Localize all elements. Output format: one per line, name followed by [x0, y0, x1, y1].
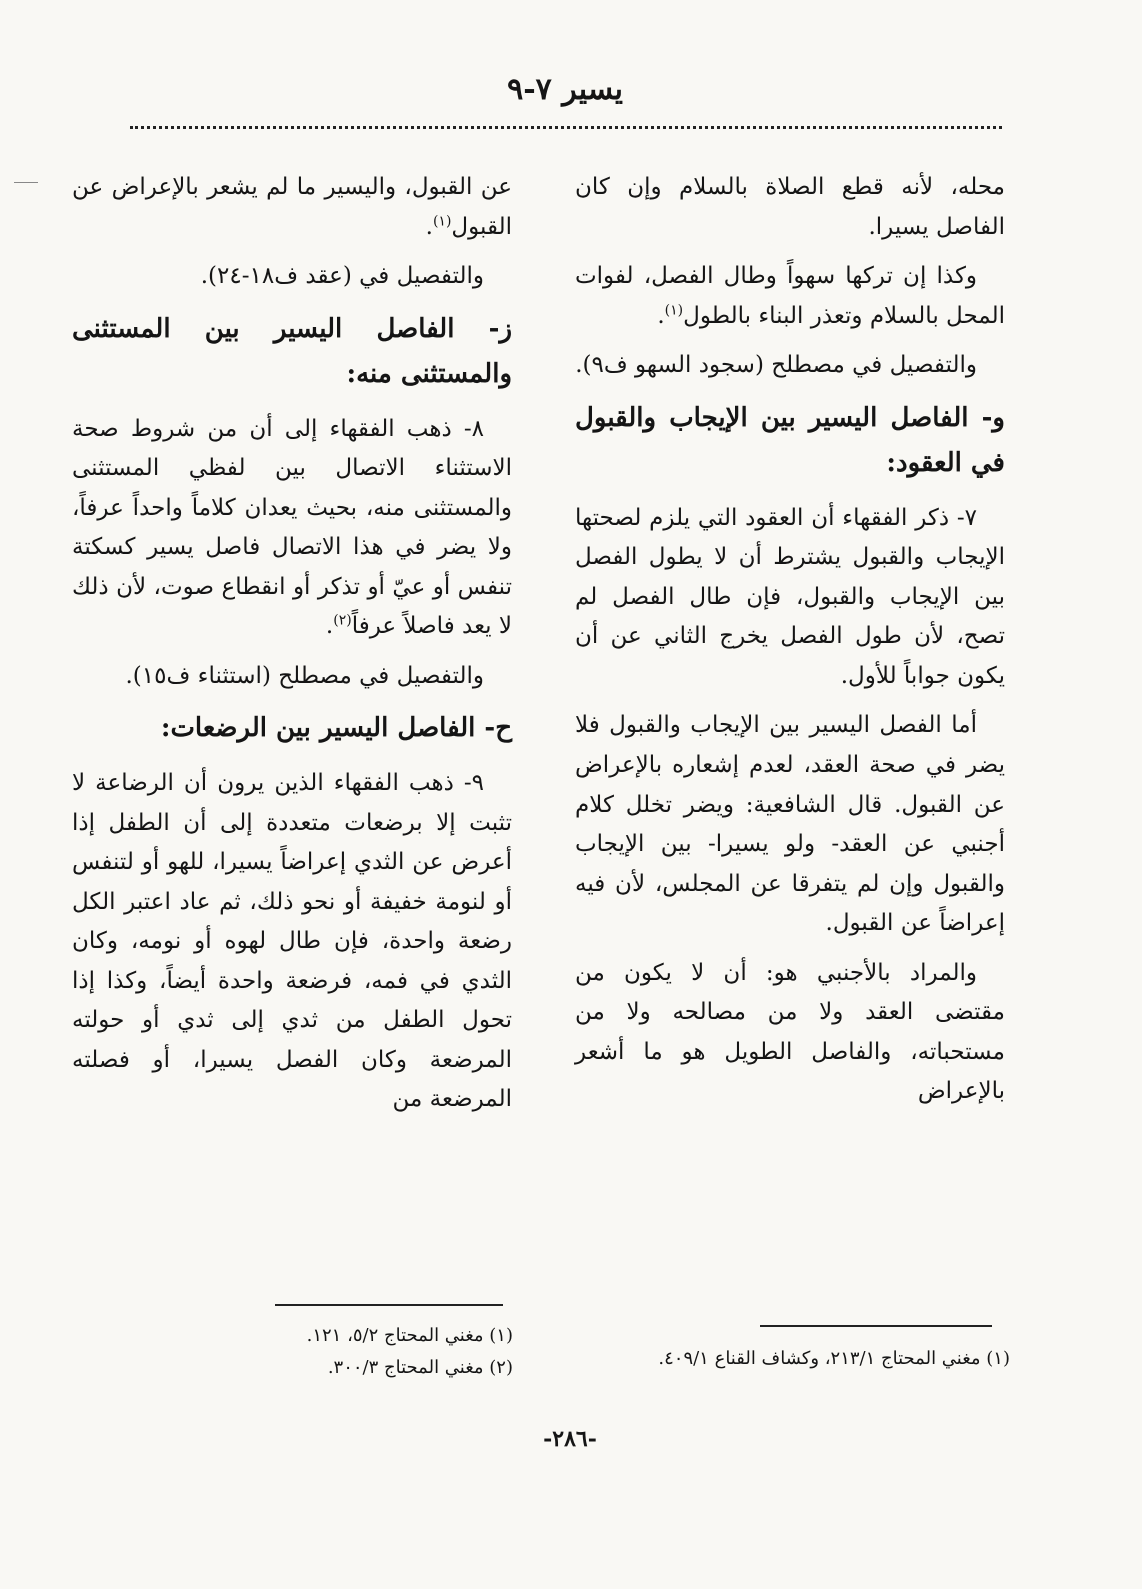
- footnote-ref-1: (١): [432, 212, 452, 229]
- footnote-item: (١) مغني المحتاج ٥/٢، ١٢١.: [306, 1325, 513, 1346]
- left-column: [72, 168, 512, 1130]
- left-paragraph-5: ٩- ذهب الفقهاء الذين يرون أن الرضاعة لا تثبت إلا برضعات متعددة إلى أن الطفل إذا أعرض عن الثدي إعراضاً يسيرا، للهو أو لتنفس أو لنومة خفيفة أو نحو ذلك، ثم عاد اعتبر الكل رضعة واحدة، فإن طال لهوه أو نومه، وكان الثدي في فمه، فرضعة واحدة أيضاً، وكذا إذا تحول الطفل من ثدي إلى ثدي أو حولته المرضعة وكان الفصل يسيرا، أو فصلته المرضعة من: [72, 769, 512, 1113]
- left-paragraph-1-text: عن القبول، واليسير ما لم يشعر بالإعراض عن القبول: [72, 174, 512, 240]
- footnotes-right: [560, 1343, 1010, 1375]
- footnote-ref-1: (١): [664, 301, 684, 318]
- footnotes-left: [120, 1320, 513, 1383]
- page-number: -٢٨٦-: [543, 1426, 597, 1452]
- right-paragraph-2-text: وكذا إن تركها سهواً وطال الفصل، لفوات المحل بالسلام وتعذر البناء بالطول: [575, 263, 1005, 329]
- left-paragraph-3: [72, 410, 512, 647]
- footnote-item: (٢) مغني المحتاج ٣٠٠/٣.: [327, 1356, 513, 1378]
- footnote-ref-2: (٢): [333, 612, 352, 629]
- left-paragraph-1: [72, 168, 512, 247]
- page-header-title: يسير ٧-٩: [507, 72, 623, 107]
- right-paragraph-2: [575, 257, 1005, 336]
- right-paragraph-1: محله، لأنه قطع الصلاة بالسلام وإن كان الفاصل يسيرا.: [575, 174, 1005, 240]
- right-column: [575, 168, 1005, 1122]
- right-paragraph-4: ٧- ذكر الفقهاء أن العقود التي يلزم لصحتها الإيجاب والقبول يشترط أن لا يطول الفصل بين الإيجاب والقبول، فإن طال الفصل لم تصح، لأن طول الفصل يخرج الثاني عن أن يكون جواباً للأول.: [575, 504, 1005, 689]
- section-heading-zay: ز- الفاصل اليسير بين المستثنى والمستثنى منه:: [72, 313, 512, 390]
- right-paragraph-6: والمراد بالأجنبي هو: أن لا يكون من مقتضى العقد ولا من مصالحه ولا من مستحباته، والفاصل الطويل هو ما أشعر بالإعراض: [575, 959, 1005, 1105]
- right-paragraph-5: أما الفصل اليسير بين الإيجاب والقبول فلا يضر في صحة العقد، لعدم إشعاره بالإعراض عن القبول. قال الشافعية: ويضر تخلل كلام أجنبي عن العقد- ولو يسيرا- بين الإيجاب والقبول وإن لم يتفرقا عن المجلس، لأن فيه إعراضاً عن القبول.: [575, 712, 1005, 937]
- left-paragraph-4: والتفصيل في مصطلح (استثناء ف١٥).: [125, 662, 484, 689]
- footnote-rule-left: [275, 1304, 503, 1306]
- right-paragraph-3: والتفصيل في مصطلح (سجود السهو ف٩).: [575, 352, 977, 379]
- left-paragraph-1-end: .: [425, 213, 433, 240]
- right-paragraph-2-end: .: [657, 302, 665, 329]
- left-paragraph-2: والتفصيل في (عقد ف١٨-٢٤).: [200, 263, 484, 290]
- section-heading-waw: و- الفاصل اليسير بين الإيجاب والقبول في العقود:: [575, 402, 1005, 479]
- left-paragraph-3-text: ٨- ذهب الفقهاء إلى أن من شروط صحة الاستثناء الاتصال بين لفظي المستثنى والمستثنى منه، بحيث يعدان كلاماً واحداً عرفاً، ولا يضر في هذا الاتصال فاصل يسير كسكتة تنفس أو عيّ أو تذكر أو انقطاع صوت، لأن ذلك لا يعد فاصلاً عرفاً: [72, 415, 512, 640]
- scan-artifact-mark: [14, 182, 38, 183]
- section-heading-ha: ح- الفاصل اليسير بين الرضعات:: [160, 713, 512, 744]
- header-dotted-rule: [130, 126, 1002, 129]
- footnote-rule-right: [760, 1325, 992, 1327]
- left-paragraph-3-end: .: [325, 613, 334, 640]
- footnote-item: (١) مغني المحتاج ٢١٣/١، وكشاف القناع ٤٠٩/١.: [658, 1348, 1010, 1369]
